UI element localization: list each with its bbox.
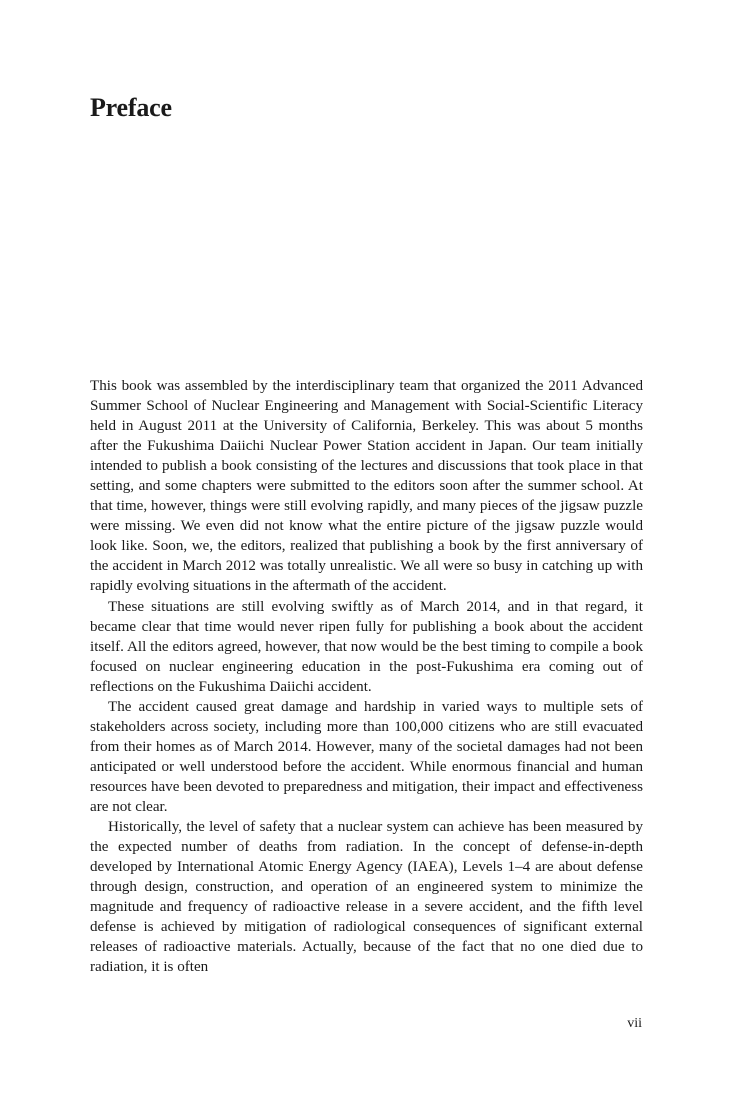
preface-body xyxy=(90,376,643,977)
paragraph-2: These situations are still evolving swiftly as of March 2014, and in that regard, it became clear that time would never ripen fully for publishing a book about the accident itself. All the editors agreed, however, that now would be the best timing to compile a book focused on nuclear engineering education in the post-Fukushima era coming out of reflections on the Fukushima Daiichi accident. xyxy=(90,598,643,695)
paragraph-4: Historically, the level of safety that a nuclear system can achieve has been measured by the expected number of deaths from radiation. In the concept of defense-in-depth developed by International Atomic Energy Agency (IAEA), Levels 1–4 are about defense through design, construction, and operation of an engineered system to minimize the magnitude and frequency of radioactive release in a severe accident, and the fifth level defense is achieved by mitigation of radiological consequences of significant external releases of radioactive materials. Actually, because of the fact that no one died due to radiation, it is often xyxy=(90,819,643,976)
page-title: Preface xyxy=(90,93,172,122)
paragraph-1: This book was assembled by the interdisciplinary team that organized the 2011 Advanced Summer School of Nuclear Engineering and Management with Social-Scientific Literacy held in August 2011 at the University of California, Berkeley. This was about 5 months after the Fukushima Daiichi Nuclear Power Station accident in Japan. Our team initially intended to publish a book consisting of the lectures and discussions that took place in that setting, and some chapters were submitted to the editors soon after the summer school. At that time, however, things were still evolving rapidly, and many pieces of the jigsaw puzzle were missing. We even did not know what the entire picture of the jigsaw puzzle would look like. Soon, we, the editors, realized that publishing a book by the first anniversary of the accident in March 2012 was totally unrealistic. We all were so busy in catching up with rapidly evolving situations in the aftermath of the accident. xyxy=(90,378,643,595)
paragraph-3: The accident caused great damage and hardship in varied ways to multiple sets of stakeholders across society, including more than 100,000 citizens who are still evacuated from their homes as of March 2014. However, many of the societal damages had not been anticipated or well understood before the accident. While enormous financial and human resources have been devoted to preparedness and mitigation, their impact and effectiveness are not clear. xyxy=(90,698,643,815)
page-number: vii xyxy=(627,1016,642,1031)
